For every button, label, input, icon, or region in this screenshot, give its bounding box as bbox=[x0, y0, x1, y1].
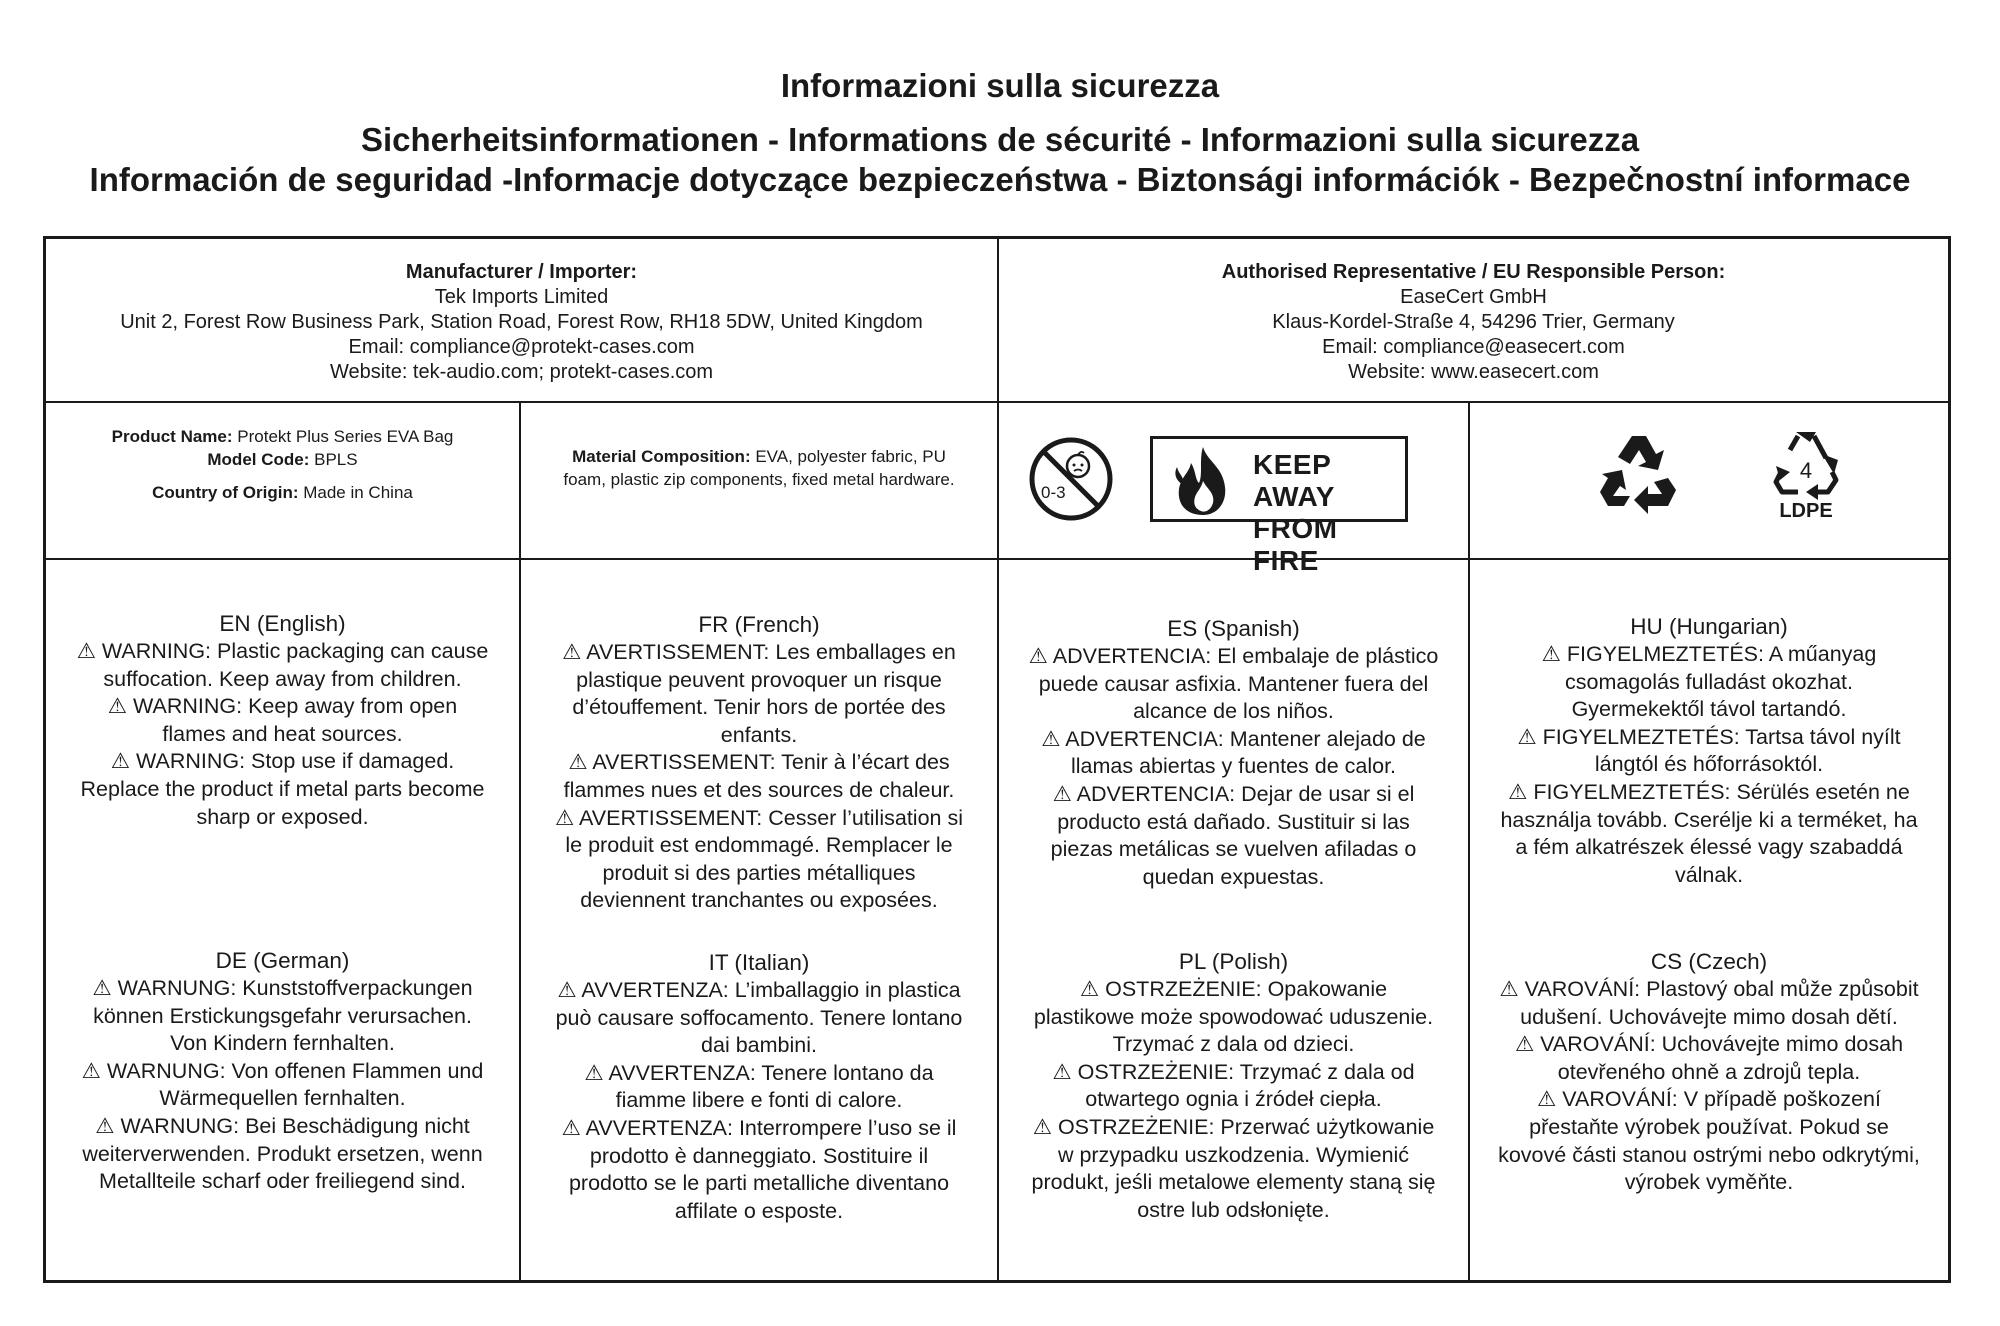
ldpe-label: LDPE bbox=[1779, 500, 1833, 522]
product-name-value: Protekt Plus Series EVA Bag bbox=[237, 427, 454, 446]
cs-line: ⚠ VAROVÁNÍ: Uchovávejte mimo dosah bbox=[1514, 1032, 1904, 1057]
en-line: flames and heat sources. bbox=[162, 721, 403, 746]
flame-icon bbox=[1163, 443, 1243, 519]
fr-line: le produit est endommagé. Remplacer le bbox=[565, 833, 953, 858]
pl-line: ostre lub odsłonięte. bbox=[1137, 1197, 1330, 1222]
es-line: llamas abiertas y fuentes de calor. bbox=[1070, 754, 1397, 779]
ldpe-number: 4 bbox=[1799, 458, 1813, 483]
cs-line: ⚠ VAROVÁNÍ: Plastový obal může způsobit bbox=[1499, 977, 1919, 1001]
multilingual-title-line-1: Sicherheitsinformationen - Informations de sécurité - Informazioni sulla sicurezza bbox=[360, 121, 1640, 158]
es-line: producto está dañado. Sustituir si las bbox=[1057, 809, 1410, 834]
de-line: können Erstickungsgefahr verursachen. bbox=[93, 1003, 472, 1028]
pl-line: otwartego ognia i źródeł ciepła. bbox=[1085, 1087, 1382, 1112]
page-title: Informazioni sulla sicurezza bbox=[780, 67, 1220, 104]
lang-block-es bbox=[999, 615, 1468, 891]
en-line: sharp or exposed. bbox=[196, 804, 369, 829]
lang-block-en bbox=[46, 610, 519, 831]
fr-line: d’étouffement. Tenir hors de portée des bbox=[572, 695, 946, 720]
manufacturer-name: Tek Imports Limited bbox=[434, 286, 609, 308]
cs-line: výrobek vyměňte. bbox=[1624, 1170, 1794, 1195]
de-line: ⚠ WARNUNG: Kunststoffverpackungen bbox=[92, 976, 473, 1000]
fr-line: plastique peuvent provoquer un risque bbox=[576, 667, 942, 692]
lang-cell-hu bbox=[1470, 613, 1948, 903]
manufacturer-address: Unit 2, Forest Row Business Park, Station Road, Forest Row, RH18 5DW, United Kingdom bbox=[120, 311, 923, 333]
es-line: alcance de los niños. bbox=[1133, 699, 1334, 724]
de-line: Metallteile scharf oder freiliegend sind. bbox=[99, 1169, 466, 1194]
fr-line: enfants. bbox=[720, 722, 798, 747]
lang-cell-pl bbox=[999, 948, 1468, 1238]
multilingual-title-line-2: Información de seguridad -Informacje dotyczące bezpieczeństwa - Biztonsági információk - Bezpečnostní informace bbox=[89, 161, 1911, 198]
keep-away-from-fire-label bbox=[1150, 436, 1408, 576]
keep-away-line-2: FROM FIRE bbox=[1253, 513, 1338, 576]
lang-cell-en bbox=[46, 610, 519, 910]
es-line: piezas metálicas se vuelven afiladas o bbox=[1050, 837, 1417, 862]
hu-line: használja tovább. Cserélje ki a terméket, ha bbox=[1500, 807, 1918, 832]
representative-address: Klaus-Kordel-Straße 4, 54296 Trier, Germany bbox=[1272, 311, 1675, 333]
en-line: ⚠ WARNING: Stop use if damaged. bbox=[110, 749, 455, 774]
es-line: quedan expuestas. bbox=[1142, 864, 1325, 889]
pl-line: ⚠ OSTRZEŻENIE: Przerwać użytkowanie bbox=[1032, 1114, 1435, 1139]
ldpe-recycling-code-icon bbox=[1766, 428, 1846, 504]
lang-block-hu bbox=[1470, 613, 1948, 889]
de-line: Von Kindern fernhalten. bbox=[170, 1031, 395, 1056]
es-line: ⚠ ADVERTENCIA: Dejar de usar si el bbox=[1052, 781, 1415, 806]
it-line: prodotto è danneggiato. Sostituire il bbox=[589, 1143, 929, 1168]
lang-cell-it bbox=[521, 949, 997, 1239]
lang-title-en: EN (English) bbox=[219, 611, 346, 636]
pl-line: ⚠ OSTRZEŻENIE: Opakowanie bbox=[1079, 977, 1388, 1001]
it-line: può causare soffocamento. Tenere lontano bbox=[555, 1005, 963, 1030]
model-code-label: Model Code: bbox=[207, 450, 310, 469]
cs-line: otevřeného ohně a zdrojů tepla. bbox=[1557, 1059, 1861, 1084]
fr-line: deviennent tranchantes ou exposées. bbox=[580, 888, 938, 913]
country-origin-value: Made in China bbox=[303, 483, 413, 502]
fr-line: ⚠ AVERTISSEMENT: Tenir à l’écart des bbox=[568, 750, 950, 775]
material-label: Material Composition: bbox=[572, 447, 751, 466]
lang-block-fr bbox=[521, 611, 997, 915]
pl-line: Trzymać z dala od dzieci. bbox=[1112, 1032, 1355, 1057]
no-children-0-3-icon bbox=[1028, 436, 1114, 522]
it-line: dai bambini. bbox=[701, 1033, 817, 1058]
pl-line: produkt, jeśli metalowe elementy staną się bbox=[1031, 1170, 1436, 1195]
it-line: ⚠ AVVERTENZA: Interrompere l’uso se il bbox=[561, 1115, 957, 1140]
fr-line: produit si des parties métalliques bbox=[602, 860, 916, 885]
it-line: ⚠ AVVERTENZA: L’imballaggio in plastica bbox=[557, 978, 961, 1002]
en-line: ⚠ WARNING: Plastic packaging can cause bbox=[76, 639, 489, 663]
lang-title-de: DE (German) bbox=[215, 948, 350, 973]
hu-line: válnak. bbox=[1674, 862, 1744, 887]
es-line: ⚠ ADVERTENCIA: Mantener alejado de bbox=[1041, 726, 1426, 751]
pl-line: plastikowe może spowodować uduszenie. bbox=[1033, 1004, 1434, 1029]
lang-block-cs bbox=[1470, 948, 1948, 1197]
de-line: ⚠ WARNUNG: Bei Beschädigung nicht bbox=[95, 1113, 470, 1138]
en-line: Replace the product if metal parts become bbox=[80, 776, 485, 801]
representative-name: EaseCert GmbH bbox=[1400, 286, 1547, 308]
cs-line: přestaňte výrobek používat. Pokud se bbox=[1529, 1114, 1889, 1139]
lang-block-it bbox=[521, 949, 997, 1225]
representative-email: Email: compliance@easecert.com bbox=[1322, 336, 1625, 358]
fr-line: ⚠ AVERTISSEMENT: Les emballages en bbox=[562, 640, 956, 664]
material-value-2: foam, plastic zip components, fixed metal hardware. bbox=[563, 470, 955, 489]
manufacturer-email: Email: compliance@protekt-cases.com bbox=[348, 336, 695, 358]
cs-line: udušení. Uchovávejte mimo dosah dětí. bbox=[1520, 1004, 1898, 1029]
lang-title-fr: FR (French) bbox=[698, 612, 820, 637]
manufacturer-label: Manufacturer / Importer: bbox=[405, 261, 638, 283]
representative-website: Website: www.easecert.com bbox=[1348, 361, 1599, 383]
model-code-row bbox=[46, 448, 519, 471]
hu-line: ⚠ FIGYELMEZTETÉS: Sérülés esetén ne bbox=[1508, 779, 1910, 804]
it-line: ⚠ AVVERTENZA: Tenere lontano da bbox=[584, 1060, 934, 1085]
it-line: prodotto se le parti metalliche diventano bbox=[568, 1171, 950, 1196]
lang-title-hu: HU (Hungarian) bbox=[1630, 614, 1788, 639]
country-origin-label: Country of Origin: bbox=[152, 483, 299, 502]
material-row-1 bbox=[521, 445, 997, 468]
product-name-row bbox=[46, 425, 519, 448]
it-line: affilate o esposte. bbox=[674, 1198, 844, 1223]
lang-block-pl bbox=[999, 948, 1468, 1224]
country-origin-row bbox=[46, 481, 519, 504]
lang-title-it: IT (Italian) bbox=[708, 950, 810, 975]
hu-line: ⚠ FIGYELMEZTETÉS: A műanyag bbox=[1541, 642, 1877, 666]
en-line: ⚠ WARNING: Keep away from open bbox=[107, 694, 458, 719]
product-name-label: Product Name: bbox=[111, 427, 233, 446]
representative-cell bbox=[999, 238, 1948, 401]
model-code-value: BPLS bbox=[314, 450, 358, 469]
de-line: weiterverwenden. Produkt ersetzen, wenn bbox=[82, 1141, 483, 1166]
hu-line: Gyermekektől távol tartandó. bbox=[1571, 697, 1847, 722]
hu-line: ⚠ FIGYELMEZTETÉS: Tartsa távol nyílt bbox=[1517, 724, 1901, 749]
en-line: suffocation. Keep away from children. bbox=[103, 666, 462, 691]
manufacturer-website: Website: tek-audio.com; protekt-cases.com bbox=[329, 361, 714, 383]
age-range-label: 0-3 bbox=[1041, 483, 1066, 502]
fr-line: ⚠ AVERTISSEMENT: Cesser l’utilisation si bbox=[555, 805, 963, 830]
cs-line: kovové části stanou ostrými nebo odkrytými, bbox=[1498, 1142, 1920, 1167]
lang-block-de bbox=[46, 947, 519, 1196]
lang-cell-fr bbox=[521, 611, 997, 921]
cs-line: ⚠ VAROVÁNÍ: V případě poškození bbox=[1537, 1087, 1881, 1112]
lang-cell-de bbox=[46, 947, 519, 1207]
keep-away-line-1: KEEP AWAY bbox=[1253, 449, 1335, 512]
es-line: puede causar asfixia. Mantener fuera del bbox=[1038, 671, 1429, 696]
lang-title-cs: CS (Czech) bbox=[1650, 949, 1768, 974]
material-cell bbox=[521, 445, 997, 555]
recycle-icon bbox=[1594, 430, 1684, 520]
hu-line: a fém alkatrészek élessé vagy szabaddá bbox=[1515, 835, 1903, 860]
lang-cell-cs bbox=[1470, 948, 1948, 1208]
lang-title-es: ES (Spanish) bbox=[1167, 616, 1300, 641]
de-line: ⚠ WARNUNG: Von offenen Flammen und bbox=[81, 1058, 484, 1083]
lang-title-pl: PL (Polish) bbox=[1178, 949, 1289, 974]
it-line: fiamme libere e fonti di calore. bbox=[615, 1088, 903, 1113]
material-value-1: EVA, polyester fabric, PU bbox=[755, 447, 946, 466]
de-line: Wärmequellen fernhalten. bbox=[159, 1086, 406, 1111]
lang-cell-es bbox=[999, 615, 1468, 905]
product-info-cell bbox=[46, 425, 519, 558]
fr-line: flammes nues et des sources de chaleur. bbox=[563, 777, 955, 802]
es-line: ⚠ ADVERTENCIA: El embalaje de plástico bbox=[1028, 644, 1439, 668]
pl-line: w przypadku uszkodzenia. Wymienić bbox=[1057, 1142, 1410, 1167]
hu-line: csomagolás fulladást okozhat. bbox=[1564, 669, 1854, 694]
representative-label: Authorised Representative / EU Responsible Person: bbox=[1221, 261, 1726, 283]
manufacturer-cell bbox=[46, 238, 997, 401]
hu-line: lángtól és hőforrásoktól. bbox=[1594, 752, 1824, 777]
pl-line: ⚠ OSTRZEŻENIE: Trzymać z dala od bbox=[1052, 1059, 1415, 1084]
